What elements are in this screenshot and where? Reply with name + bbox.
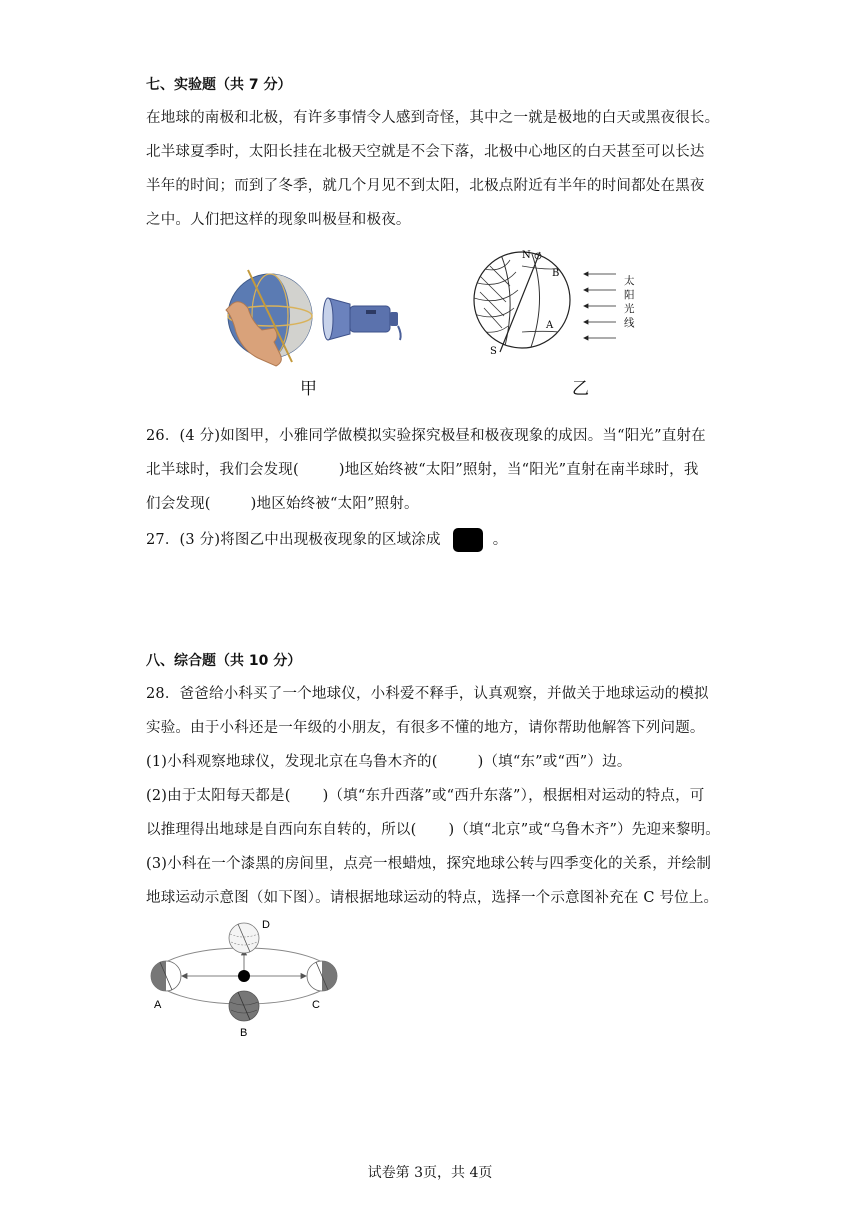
sun-candle-dot [238, 970, 250, 982]
intro-line-1: 在地球的南极和北极，有许多事情令人感到奇怪，其中之一就是极地的白天或黑夜很长。 [146, 110, 720, 126]
label-n: N [522, 250, 531, 261]
q28-line-1: 28．爸爸给小科买了一个地球仪，小科爱不释手，认真观察，并做关于地球运动的模拟 [146, 686, 709, 702]
intro-line-3: 半年的时间；而到了冬季，就几个月见不到太阳，北极点附近有半年的时间都处在黑夜 [146, 178, 705, 194]
orbit-label-d: D [262, 919, 270, 931]
q26-line-3-a: 们会发现( [146, 496, 211, 512]
q26-line-3-b: )地区始终被“太阳”照射。 [250, 496, 419, 512]
orbit-diagram [144, 912, 350, 1038]
q28-p1-b: )（填“东”或“西”）边。 [477, 754, 632, 770]
q28-p2c-a: 以推理得出地球是自西向东自转的，所以( [146, 822, 417, 838]
section-8-heading: 八、综合题（共 10 分） [146, 653, 302, 669]
orbit-label-b: B [240, 1027, 248, 1038]
label-b: B [552, 268, 560, 279]
globe-a [151, 961, 181, 991]
orbit-label-c: C [312, 999, 320, 1011]
orbit-label-a: A [154, 999, 162, 1011]
figure-yi-label: 乙 [572, 379, 589, 399]
q28-part-1 [146, 750, 632, 771]
q27-text-a: 27．(3 分)将图乙中出现极夜现象的区域涂成 [146, 532, 441, 548]
q28-part-3-line-1: (3)小科在一个漆黑的房间里，点亮一根蜡烛，探究地球公转与四季变化的关系，并绘制 [146, 856, 712, 872]
q27-line [146, 528, 507, 552]
figure-jia-globe-flashlight [218, 266, 418, 372]
sunlight-label: 太阳光线 [624, 275, 635, 329]
q28-p2c-b: )（填“北京”或“乌鲁木齐”）先迎来黎明。 [448, 822, 720, 838]
globe-c [307, 961, 337, 991]
label-s: S [490, 346, 497, 357]
q26-line-1: 26．(4 分)如图甲，小雅同学做模拟实验探究极昼和极夜现象的成因。当“阳光”直射在 [146, 428, 706, 444]
intro-line-4: 之中。人们把这样的现象叫极昼和极夜。 [146, 212, 411, 228]
label-a: A [546, 320, 554, 331]
black-swatch [453, 528, 483, 552]
q28-line-2: 实验。由于小科还是一年级的小朋友，有很多不懂的地方，请你帮助他解答下列问题。 [146, 720, 705, 736]
q28-part-2-cont [146, 818, 720, 839]
q27-text-b: 。 [492, 532, 508, 548]
q28-part-2 [146, 784, 704, 805]
q28-part-3-line-2: 地球运动示意图（如下图）。请根据地球运动的特点，选择一个示意图补充在 C 号位上。 [146, 890, 719, 906]
page-footer: 试卷第 3页，共 4页 [367, 1165, 493, 1181]
q26-line-2-a: 北半球时，我们会发现( [146, 462, 299, 478]
globe-d [229, 923, 259, 953]
q28-p2-b: )（填“东升西落”或“西升东落”），根据相对运动的特点，可 [322, 788, 705, 804]
q28-p1-a: (1)小科观察地球仪，发现北京在乌鲁木齐的( [146, 754, 438, 770]
q26-line-2-b: )地区始终被“太阳”照射，当“阳光”直射在南半球时，我 [338, 462, 699, 478]
q26-line-2 [146, 458, 699, 479]
figure-jia-label: 甲 [300, 379, 317, 399]
globe-b [229, 991, 259, 1021]
q28-p2-a: (2)由于太阳每天都是( [146, 788, 291, 804]
section-7-heading: 七、实验题（共 7 分） [146, 77, 292, 93]
intro-line-2: 北半球夏季时，太阳长挂在北极天空就是不会下落，北极中心地区的白天甚至可以长达 [146, 144, 705, 160]
q26-line-3 [146, 492, 419, 513]
